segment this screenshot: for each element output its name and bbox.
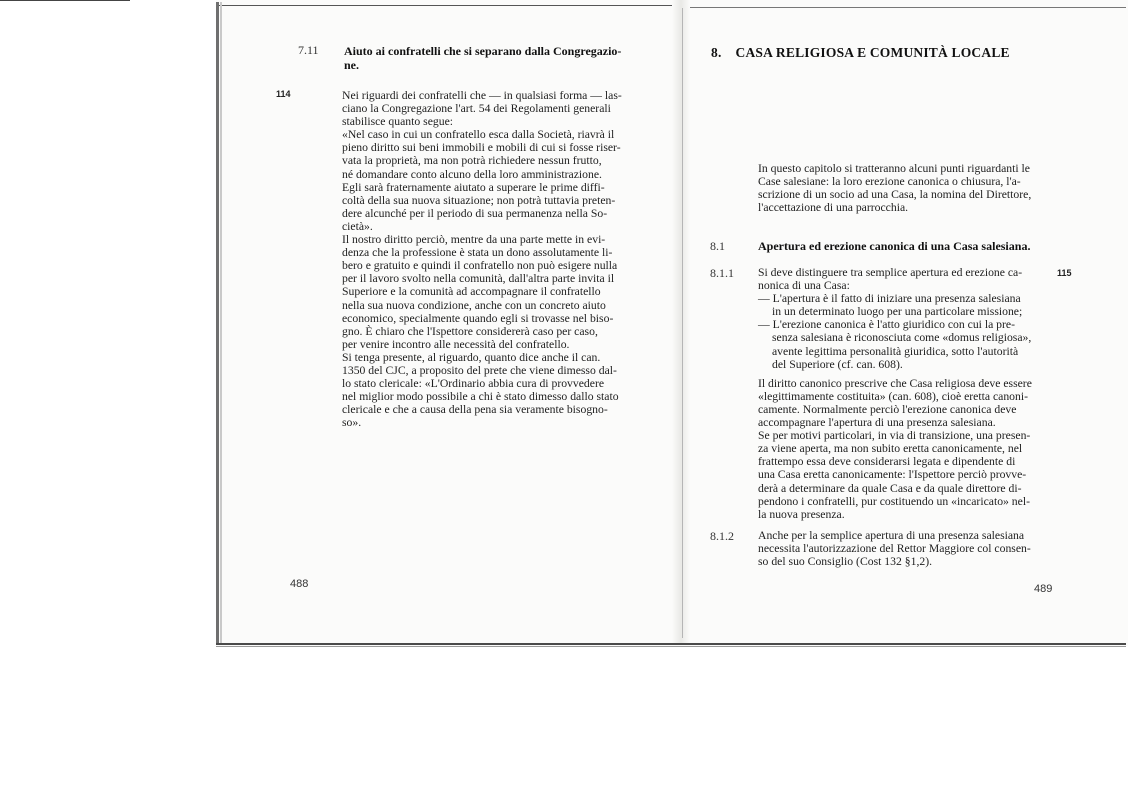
chapter-heading [711,45,1010,61]
body-text: Nei riguardi dei confratelli che — in qualsiasi forma — las- ciano la Congregazione l'art. 54 dei Regolamenti generali stabilisce quanto segue: «Nel caso in cui un confratello esca dalla Società, riavrà il pieno diritto sui beni immobili e mobili di cui si fosse riser- vata la proprietà, ma non potrà richiedere nessun frutto, né domandare conto alcuno della loro amministrazione. Egli sarà fraternamente aiutato a superare le prime diffi- coltà della sua nuova situazione; non potrà tuttavia preten- dere alcunché per il periodo di sua permanenza nella So- cietà». Il nostro diritto perciò, mentre da una parte mette in evi- denza che la professione è stata un dono assolutamente li- bero e gratuito e quindi il confratello non può esigere nulla per il lavoro svolto nella comunità, dall'altra parte invita il Superiore e la comunità ad accompagnare il confratello nella sua nuova condizione, anche con un concreto aiuto economico, specialmente quando egli si trovasse nel biso- gno. È chiaro che l'Ispettore considererà caso per caso, per venire incontro alle necessità del confratello. Si tenga presente, al riguardo, quanto dice anche il can. 1350 del CJC, a proposito del prete che viene dimesso dal- lo stato clericale: «L'Ordinario abbia cura di provvedere nel miglior modo possibile a chi è stato dimesso dallo stato clericale e che a causa della pena sia veramente bisogno- so». [342,89,622,430]
section-number-8-1: 8.1 [710,239,725,253]
margin-number: 114 [276,89,291,99]
section-number-8-1-1: 8.1.1 [710,266,734,280]
book-gutter [672,0,690,645]
section-number-8-1-2: 8.1.2 [710,529,734,543]
section-8-1-2-text: Anche per la semplice apertura di una presenza salesiana necessita l'autorizzazione del Rettor Maggiore col consen- so del suo Consiglio (Cost 132 §1,2). [758,529,1031,569]
scan-edge-line [0,0,130,1]
list-item: — L'erezione canonica è l'atto giuridico con cui la pre- senza salesiana è riconosciuta come «domus religiosa», avente legittima personalità giuridica, sotto l'autorità del Superiore (cf. can. 608). [758,318,1032,371]
chapter-number: 8. [711,45,722,60]
page-top-edge-right [686,7,1126,8]
margin-number: 115 [1057,268,1072,278]
page-top-edge [216,5,686,6]
page-number-left: 488 [290,578,309,590]
section-title: Aiuto ai confratelli che si separano dalla Congregazio- ne. [344,44,622,72]
page-left-edge [216,2,219,644]
page-left-edge-shadow [220,2,222,644]
page-number-right: 489 [1034,583,1053,595]
chapter-title: CASA RELIGIOSA E COMUNITÀ LOCALE [735,45,1010,60]
page-bottom-edge [216,643,1126,645]
section-number: 7.11 [298,43,319,57]
list-item: — L'apertura è il fatto di iniziare una presenza salesiana in un determinato luogo per una particolare missione; [758,292,1023,319]
gutter-fold-line [682,8,683,638]
page-bottom-edge-shadow [216,646,1126,647]
section-title-8-1: Apertura ed erezione canonica di una Casa salesiana. [758,239,1031,253]
chapter-intro: In questo capitolo si tratteranno alcuni punti riguardanti le Case salesiane: la loro erezione canonica o chiusura, l'a- scrizione di un socio ad una Casa, la nomina del Direttore, l'accettazione di una parrocchia. [758,162,1032,215]
section-8-1-1-text: Si deve distinguere tra semplice apertura ed erezione ca- nonica di una Casa: — L'apertura è il fatto di iniziare una presenza salesiana in un determinato luogo per una particolare missione; — L'erezione canonica è l'atto giuridico con cui la pre- senza salesiana è riconosciuta come «domus religiosa», avente legittima personalità giuridica, sotto l'autorità del Superiore (cf. can. 608). Il diritto canonico prescrive che Casa religiosa deve essere «legittimamente costituita» (can. 608), cioè eretta canoni- camente. Normalmente perciò l'erezione canonica deve accompagnare l'apertura di una presenza salesiana. Se per motivi particolari, in via di transizione, una presen- za viene aperta, ma non subito eretta canonicamente, nel frattempo essa deve considerarsi legata e dipendente di una Casa eretta canonicamente: l'Ispettore perciò provve- derà a determinare da quale Casa e da quale direttore di- pendono i confratelli, pur costituendo un «incaricato» nel- la nuova presenza. [758,266,1032,521]
